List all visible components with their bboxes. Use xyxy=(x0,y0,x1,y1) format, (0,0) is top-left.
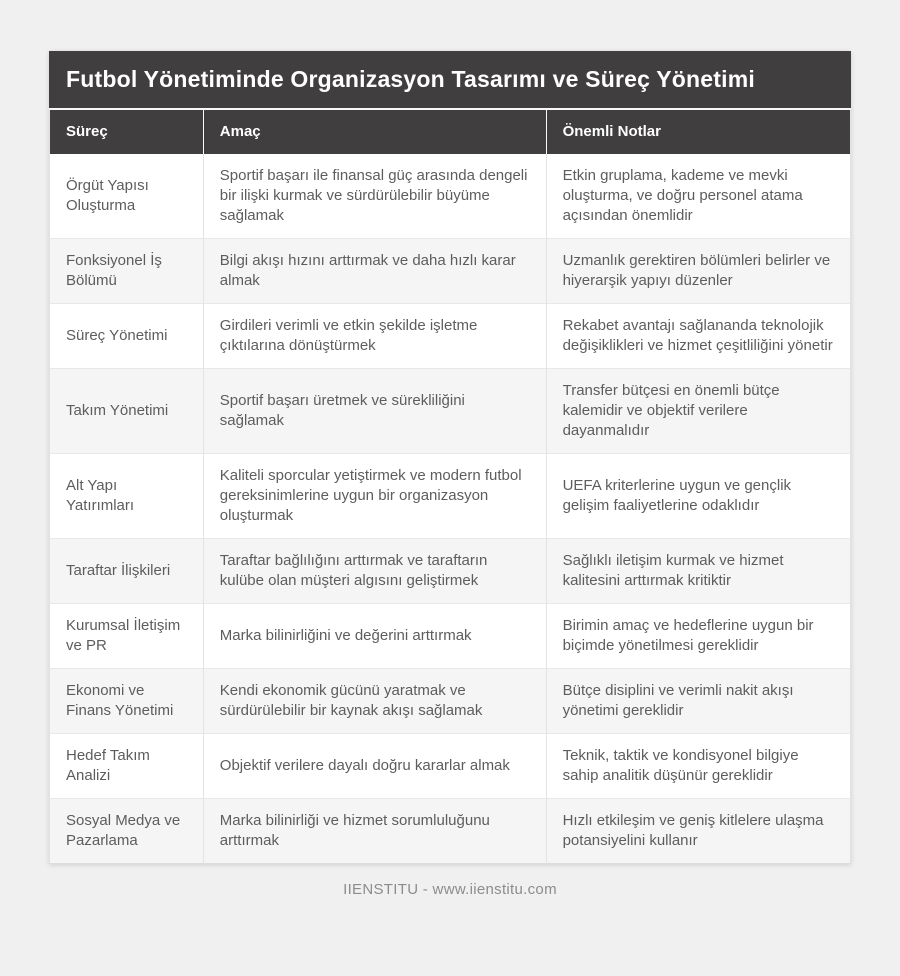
cell-amac: Objektif verilere dayalı doğru kararlar almak xyxy=(203,734,546,799)
cell-surec: Sosyal Medya ve Pazarlama xyxy=(50,799,204,864)
cell-amac: Kendi ekonomik gücünü yaratmak ve sürdürülebilir bir kaynak akışı sağlamak xyxy=(203,669,546,734)
table-row xyxy=(50,369,851,454)
column-header-surec: Süreç xyxy=(50,110,204,154)
table-header xyxy=(50,110,851,154)
cell-notlar: Hızlı etkileşim ve geniş kitlelere ulaşma potansiyelini kullanır xyxy=(546,799,850,864)
table-row xyxy=(50,304,851,369)
table-body xyxy=(50,154,851,864)
cell-amac: Sportif başarı üretmek ve sürekliliğini sağlamak xyxy=(203,369,546,454)
cell-surec: Kurumsal İletişim ve PR xyxy=(50,604,204,669)
cell-amac: Sportif başarı ile finansal güç arasında dengeli bir ilişki kurmak ve sürdürülebilir büyüme sağlamak xyxy=(203,154,546,239)
cell-surec: Takım Yönetimi xyxy=(50,369,204,454)
cell-surec: Örgüt Yapısı Oluşturma xyxy=(66,177,149,214)
table-row xyxy=(50,604,851,669)
cell-notlar: Transfer bütçesi en önemli bütçe kalemidir ve objektif verilere dayanmalıdır xyxy=(546,369,850,454)
table-row xyxy=(50,799,851,864)
cell-notlar: UEFA kriterlerine uygun ve gençlik gelişim faaliyetlerine odaklıdır xyxy=(546,454,850,539)
cell-amac: Girdileri verimli ve etkin şekilde işletme çıktılarına dönüştürmek xyxy=(203,304,546,369)
cell-notlar: Sağlıklı iletişim kurmak ve hizmet kalitesini arttırmak kritiktir xyxy=(546,539,850,604)
cell-amac: Marka bilinirliğini ve değerini arttırmak xyxy=(203,604,546,669)
cell-amac: Taraftar bağlılığını arttırmak ve taraftarın kulübe olan müşteri algısını geliştirmek xyxy=(203,539,546,604)
cell-notlar: Teknik, taktik ve kondisyonel bilgiye sahip analitik düşünür gereklidir xyxy=(546,734,850,799)
table-row xyxy=(50,154,851,239)
cell-notlar: Birimin amaç ve hedeflerine uygun bir biçimde yönetilmesi gereklidir xyxy=(546,604,850,669)
cell-notlar: Etkin gruplama, kademe ve mevki oluşturma, ve doğru personel atama açısından önemlidir xyxy=(546,154,850,239)
cell-notlar: Rekabet avantajı sağlananda teknolojik değişiklikleri ve hizmet çeşitliliğini yönetir xyxy=(546,304,850,369)
cell-notlar: Bütçe disiplini ve verimli nakit akışı yönetimi gereklidir xyxy=(546,669,850,734)
table-row xyxy=(50,539,851,604)
table-card xyxy=(49,51,851,864)
column-header-amac: Amaç xyxy=(203,110,546,154)
cell-amac: Bilgi akışı hızını arttırmak ve daha hızlı karar almak xyxy=(203,239,546,304)
column-header-onemli-notlar: Önemli Notlar xyxy=(546,110,850,154)
cell-surec: Alt Yapı Yatırımları xyxy=(50,454,204,539)
cell-surec: Ekonomi ve Finans Yönetimi xyxy=(50,669,204,734)
header-row xyxy=(50,110,851,154)
page-title: Futbol Yönetiminde Organizasyon Tasarımı ve Süreç Yönetimi xyxy=(49,51,851,110)
table-row xyxy=(50,239,851,304)
cell-surec: Hedef Takım Analizi xyxy=(50,734,204,799)
cell-surec: Taraftar İlişkileri xyxy=(50,539,204,604)
cell-amac: Kaliteli sporcular yetiştirmek ve modern futbol gereksinimlerine uygun bir organizasyon oluşturmak xyxy=(203,454,546,539)
process-table xyxy=(49,110,851,864)
table-row xyxy=(50,669,851,734)
footer-credit: IIENSTITU - www.iienstitu.com xyxy=(343,881,557,898)
table-row xyxy=(50,734,851,799)
cell-surec: Fonksiyonel İş Bölümü xyxy=(50,239,204,304)
cell-notlar: Uzmanlık gerektiren bölümleri belirler ve hiyerarşik yapıyı düzenler xyxy=(546,239,850,304)
cell-surec: Süreç Yönetimi xyxy=(50,304,204,369)
table-row xyxy=(50,454,851,539)
cell-amac: Marka bilinirliği ve hizmet sorumluluğunu arttırmak xyxy=(203,799,546,864)
